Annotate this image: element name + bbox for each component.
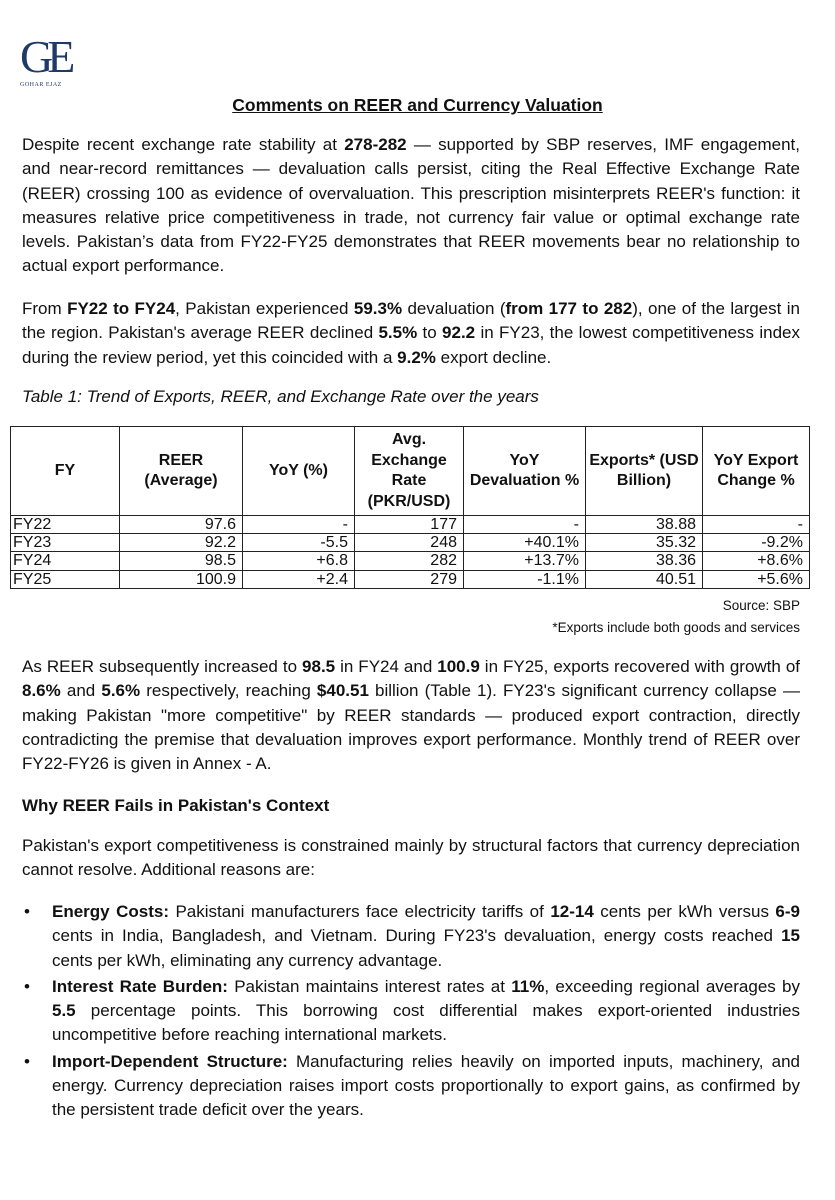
data-table xyxy=(10,426,810,589)
cell-fy: FY22 xyxy=(11,516,120,534)
bullet-marker: • xyxy=(24,976,30,996)
logo xyxy=(20,31,100,96)
list-item-energy: • Energy Costs: Pakistani manufacturers face electricity tariffs of 12-14 cents per kWh versus 6-9 cents in India, Bangladesh, and Vietnam. During FY23's devaluation, energy costs reached 15 cents per kWh, eliminating any currency advantage. xyxy=(24,902,800,970)
cell-devaluation: -1.1% xyxy=(464,570,586,588)
bullet-marker: • xyxy=(24,902,30,921)
bullet-marker: • xyxy=(24,1051,30,1071)
paragraph-devaluation: From FY22 to FY24, Pakistan experienced 59.3% devaluation (from 177 to 282), one of the largest in the region. Pakistan's average REER declined 5.5% to 92.2 in FY23, the lowest competitiveness index during the review period, yet this coincided with a 9.2% export decline. xyxy=(22,299,800,367)
table-caption: Table 1: Trend of Exports, REER, and Exchange Rate over the years xyxy=(22,387,539,406)
cell-export-change: +8.6% xyxy=(703,552,810,570)
cell-yoy: +2.4 xyxy=(243,570,355,588)
cell-exports: 40.51 xyxy=(586,570,703,588)
page-title: Comments on REER and Currency Valuation xyxy=(232,95,603,115)
cell-export-change: +5.6% xyxy=(703,570,810,588)
cell-fy: FY25 xyxy=(11,570,120,588)
paragraph-structural: Pakistan's export competitiveness is constrained mainly by structural factors that currency depreciation cannot resolve. Additional reasons are: xyxy=(22,836,800,880)
cell-exchange-rate: 279 xyxy=(355,570,464,588)
cell-export-change: -9.2% xyxy=(703,534,810,552)
cell-reer: 92.2 xyxy=(120,534,243,552)
header-export-change: YoY Export Change % xyxy=(703,427,810,516)
table-row xyxy=(11,570,810,588)
cell-reer: 98.5 xyxy=(120,552,243,570)
header-exports: Exports* (USD Billion) xyxy=(586,427,703,516)
cell-exchange-rate: 177 xyxy=(355,516,464,534)
header-reer: REER (Average) xyxy=(120,427,243,516)
table-footnote: *Exports include both goods and services xyxy=(552,620,800,635)
cell-export-change: - xyxy=(703,516,810,534)
section-heading: Why REER Fails in Pakistan's Context xyxy=(22,796,330,815)
cell-exports: 38.36 xyxy=(586,552,703,570)
paragraph-intro: Despite recent exchange rate stability at 278-282 — supported by SBP reserves, IMF engagement, and near-record remittances — devaluation calls persist, citing the Real Effective Exchange Rate (REER) crossing 100 as evidence of overvaluation. This prescription misinterprets REER's function: it measures relative price competitiveness in trade, not currency fair value or optimal exchange rate levels. Pakistan’s data from FY22-FY25 demonstrates that REER movements bear no relationship to actual export performance. xyxy=(22,135,800,276)
logo-subtitle: GOHAR EJAZ xyxy=(20,82,62,88)
cell-exchange-rate: 248 xyxy=(355,534,464,552)
cell-devaluation: +13.7% xyxy=(464,552,586,570)
header-yoy: YoY (%) xyxy=(243,427,355,516)
logo-mark: GE xyxy=(20,31,70,82)
table-row xyxy=(11,552,810,570)
paragraph-recovery: As REER subsequently increased to 98.5 in FY24 and 100.9 in FY25, exports recovered with growth of 8.6% and 5.6% respectively, reaching $40.51 billion (Table 1). FY23's significant currency collapse — making Pakistan "more competitive" by REER standards — produced export contraction, directly contradicting the premise that devaluation improves export performance. Monthly trend of REER over FY22-FY26 is given in Annex - A. xyxy=(22,657,801,774)
cell-devaluation: +40.1% xyxy=(464,534,586,552)
cell-yoy: -5.5 xyxy=(243,534,355,552)
cell-fy: FY23 xyxy=(11,534,120,552)
cell-exchange-rate: 282 xyxy=(355,552,464,570)
header-exchange-rate: Avg. Exchange Rate (PKR/USD) xyxy=(355,427,464,516)
table-header-row xyxy=(11,427,810,516)
table-row xyxy=(11,534,810,552)
table-row xyxy=(11,516,810,534)
cell-yoy: - xyxy=(243,516,355,534)
list-item-import: • Import-Dependent Structure: Manufacturing relies heavily on imported inputs, machinery, and energy. Currency depreciation raises import costs proportionally to export gains, as confirmed by the persistent trade deficit over the years. xyxy=(24,1051,800,1120)
cell-reer: 100.9 xyxy=(120,570,243,588)
table-source: Source: SBP xyxy=(722,598,800,613)
cell-yoy: +6.8 xyxy=(243,552,355,570)
header-devaluation: YoY Devaluation % xyxy=(464,427,586,516)
reasons-list xyxy=(22,900,800,1125)
cell-reer: 97.6 xyxy=(120,516,243,534)
cell-devaluation: - xyxy=(464,516,586,534)
cell-exports: 35.32 xyxy=(586,534,703,552)
cell-fy: FY24 xyxy=(11,552,120,570)
cell-exports: 38.88 xyxy=(586,516,703,534)
list-item-interest: • Interest Rate Burden: Pakistan maintains interest rates at 11%, exceeding regional averages by 5.5 percentage points. This borrowing cost differential makes export-oriented industries uncompetitive before reaching international markets. xyxy=(24,976,800,1045)
header-fy: FY xyxy=(11,427,120,516)
